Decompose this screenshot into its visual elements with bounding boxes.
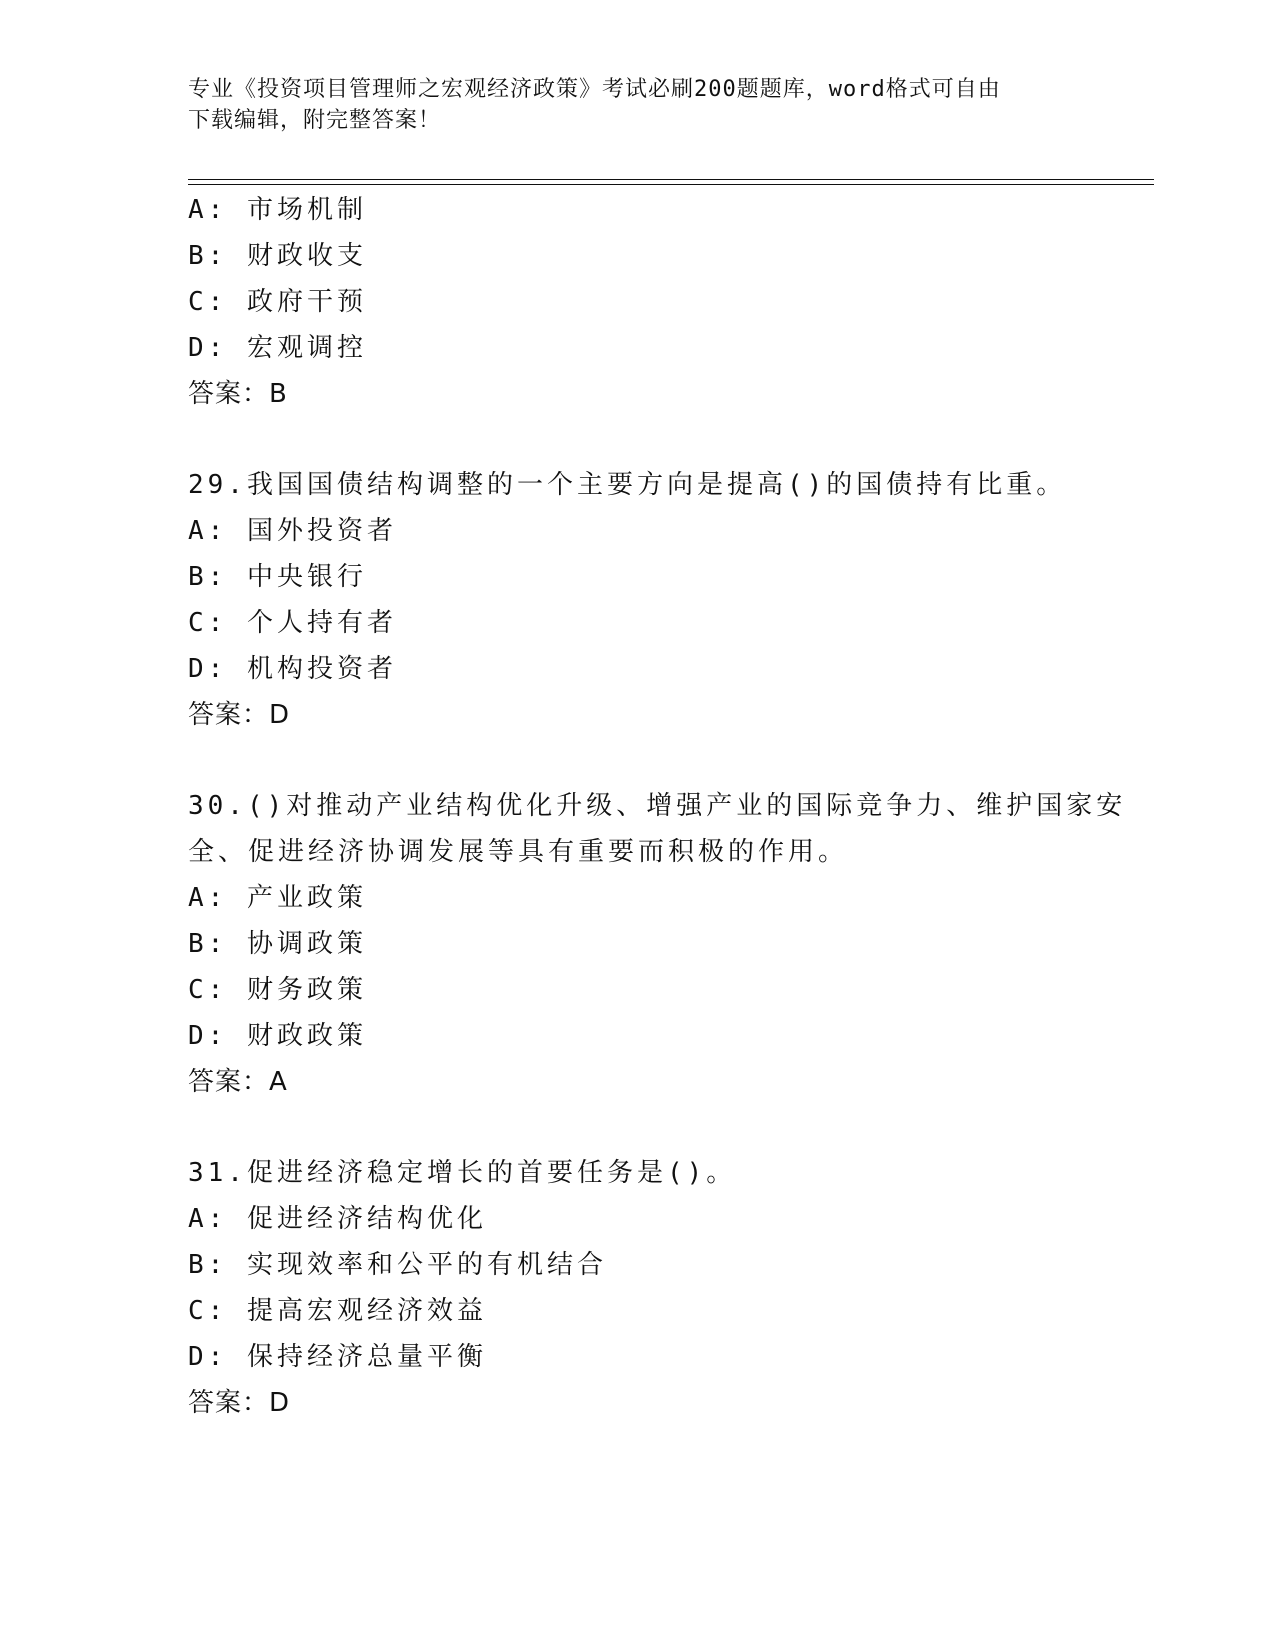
option-b: B: 财政收支 — [188, 241, 367, 271]
question-30 — [188, 783, 1127, 1105]
option-d: D: 机构投资者 — [188, 654, 397, 684]
option-a: A: 促进经济结构优化 — [188, 1204, 487, 1234]
option-d: D: 保持经济总量平衡 — [188, 1342, 487, 1372]
option-c: C: 政府干预 — [188, 287, 367, 317]
header-divider-top — [188, 179, 1154, 180]
question-31 — [188, 1150, 1088, 1426]
header-line-1: 专业《投资项目管理师之宏观经济政策》考试必刷200题题库，word格式可自由 — [188, 77, 1001, 102]
option-b: B: 协调政策 — [188, 929, 367, 959]
option-a: A: 国外投资者 — [188, 516, 397, 546]
question-text: 29.我国国债结构调整的一个主要方向是提高()的国债持有比重。 — [188, 470, 1067, 500]
question-text-line-2: 全、促进经济协调发展等具有重要而积极的作用。 — [188, 837, 849, 867]
document-header — [188, 74, 1068, 136]
header-line-2: 下载编辑，附完整答案！ — [188, 108, 442, 133]
option-c: C: 提高宏观经济效益 — [188, 1296, 487, 1326]
option-a: A: 市场机制 — [188, 195, 367, 225]
answer: 答案：B — [188, 379, 288, 409]
question-29 — [188, 462, 1088, 738]
answer: 答案：D — [188, 700, 291, 730]
question-list — [188, 187, 1127, 1426]
answer: 答案：A — [188, 1067, 288, 1097]
question-text-line-1: 30.()对推动产业结构优化升级、增强产业的国际竞争力、维护国家安 — [188, 791, 1127, 821]
option-b: B: 实现效率和公平的有机结合 — [188, 1250, 607, 1280]
question-text: 31.促进经济稳定增长的首要任务是()。 — [188, 1158, 737, 1188]
option-c: C: 个人持有者 — [188, 608, 397, 638]
option-b: B: 中央银行 — [188, 562, 367, 592]
question-28 — [188, 187, 1088, 417]
option-a: A: 产业政策 — [188, 883, 367, 913]
option-d: D: 财政政策 — [188, 1021, 367, 1051]
answer: 答案：D — [188, 1388, 291, 1418]
option-d: D: 宏观调控 — [188, 333, 367, 363]
header-divider-bottom — [188, 184, 1154, 185]
option-c: C: 财务政策 — [188, 975, 367, 1005]
